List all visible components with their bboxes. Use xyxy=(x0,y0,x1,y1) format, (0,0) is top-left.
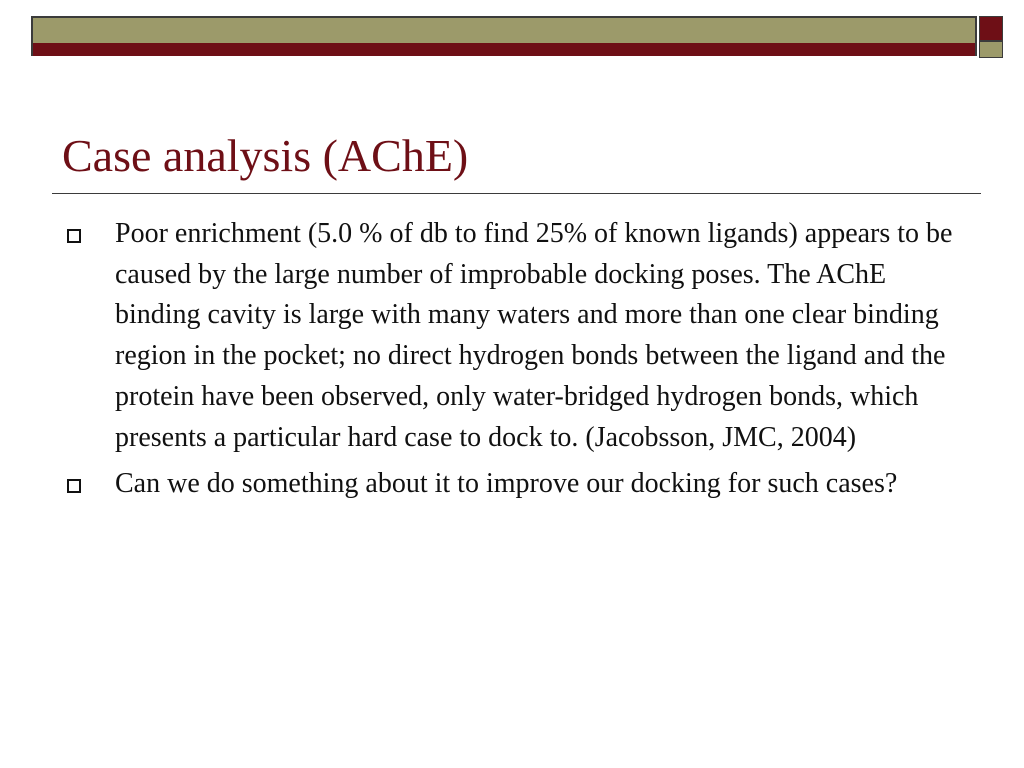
bullet-item-question xyxy=(62,464,962,505)
top-bar-red-stripe xyxy=(33,43,975,56)
hollow-square-bullet-icon xyxy=(67,229,81,243)
corner-olive-block xyxy=(979,41,1003,58)
bullet-text: Poor enrichment (5.0 % of db to find 25% of known ligands) appears to be caused by the large number of improbable docking poses. The AChE binding cavity is large with many waters and more than one clear binding region in the pocket; no direct hydrogen bonds between the ligand and the protein have been observed, only water-bridged hydrogen bonds, which presents a particular hard case to dock to. (Jacobsson, JMC, 2004) xyxy=(115,218,953,453)
title-divider xyxy=(52,193,981,194)
hollow-square-bullet-icon xyxy=(67,479,81,493)
corner-red-block xyxy=(979,16,1003,41)
bullet-item-enrichment xyxy=(62,214,962,458)
top-decorative-bar xyxy=(31,16,977,56)
bullet-list xyxy=(62,214,962,511)
bullet-text: Can we do something about it to improve our docking for such cases? xyxy=(115,468,898,500)
slide-title: Case analysis (AChE) xyxy=(62,130,469,181)
